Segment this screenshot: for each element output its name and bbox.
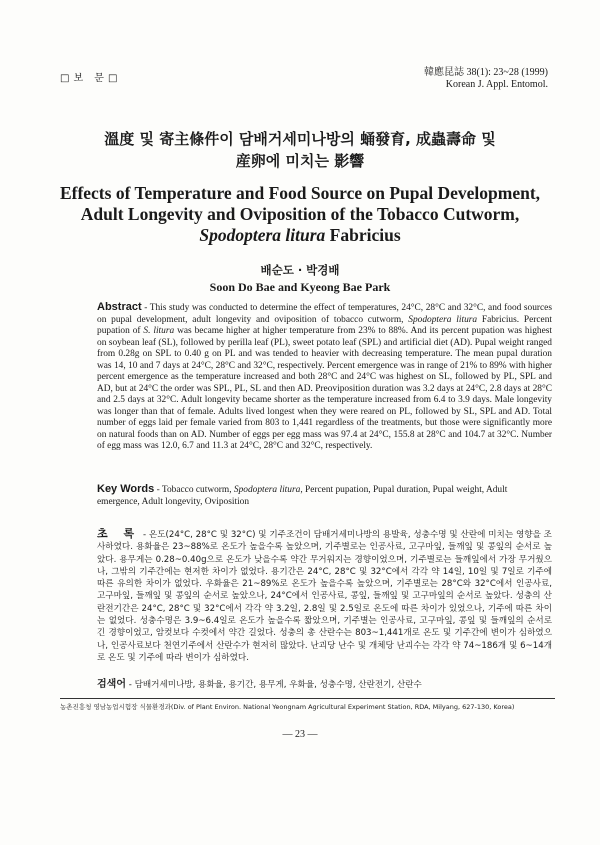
korean-title-line2: 産卵에 미치는 影響 xyxy=(235,152,365,170)
journal-citation-line1: 韓應昆誌 38(1): 23~28 (1999) xyxy=(423,67,548,78)
keywords-text-b: , Percent pupation, Pupal duration, Pupal weight, Adult emergence, Adult longevity, Oviposition xyxy=(97,485,508,507)
footnote-divider xyxy=(60,698,555,699)
abstract-species-short: S. litura xyxy=(143,326,175,336)
korean-title-line1: 溫度 및 寄主條件이 담배거세미나방의 蛹發育, 成蟲壽命 및 xyxy=(104,130,496,148)
authors-english: Soon Do Bae and Kyeong Bae Park xyxy=(209,280,391,294)
keywords xyxy=(97,484,552,508)
english-title-line1: Effects of Temperature and Food Source on Pupal Development, xyxy=(59,183,541,203)
korean-title xyxy=(0,128,600,172)
korean-abstract-text: 온도(24°C, 28°C 및 32°C) 및 기주조건이 담배거세미나방의 용발육, 성충수명 및 산란에 미치는 영향을 조사하였다. 용화율은 23~88%로 온도가 높을수록 높았으며, 기주별로는 인공사료, 고구마잎, 들깨잎 및 콩잎의 순서로 높았다. 용무게는 0.28~0.40g으로 온도가 낮을수록 약간 무거워지는 경향이었으며, 기주별로는 들깨잎에서 가장 무거웠으나, 그밖의 기주간에는 현저한 차이가 없었다. 용기간은 24°C, 28°C 및 32°C에서 각각 약 14일, 10일 및 7일로 기주에 따른 유의한 차이가 없었다. 우화율은 21~89%로 온도가 높을수록 높았으며, 기주별로는 28°C와 32°C에서 인공사료, 고구마잎, 들깨잎 및 콩잎의 순서로 높았으나, 24°C에서 인공사료, 콩잎, 들깨잎 및 고구마잎의 순서로 높았다. 성충의 산란전기간은 24°C, 28°C 및 32°C에서 각각 약 3.2일, 2.8일 및 2.5일로 온도에 따른 차이가 있었으나, 기주에 따른 차이는 없었다. 성충수명은 3.9~6.4일로 온도가 높을수록 짧았으며, 기주별는 인공사료, 고구마잎, 콩잎 및 들깨잎의 순서로 긴 경향이었고, 암컷보다 수컷에서 약간 길었다. 성충의 총 산란수는 803~1,441개로 온도 및 기주간에 변이가 심하였으나, 인공사료보다 천연기주에서 산란수가 현저히 많았다. 난괴당 난수 및 개체당 난괴수는 각각 약 74~186개 및 6~14개로 온도 및 기주에 따라 변이가 심하였다. xyxy=(97,530,552,663)
abstract xyxy=(97,302,552,453)
korean-keywords-label: 검색어 xyxy=(97,679,126,690)
korean-keywords xyxy=(97,679,552,691)
abstract-text-a: This study was conducted to determine the effect of temperatures, 24°C, 28°C and 32°C, and food sources on pupal development, adult longevity and oviposition of tobacco cutworm, xyxy=(97,303,552,325)
english-title-species: Spodoptera litura xyxy=(199,225,326,245)
abstract-label: Abstract xyxy=(97,301,142,313)
keywords-text-a: Tobacco cutworm, xyxy=(161,485,234,495)
abstract-text-b: Fabricius. Percent pupation of xyxy=(97,314,552,336)
korean-abstract-label: 초 록 xyxy=(97,527,141,540)
korean-keywords-text: 담배거세미나방, 용화율, 용기간, 용무게, 우화율, 성충수명, 산란전기, 산란수 xyxy=(134,680,422,690)
keywords-label: Key Words xyxy=(97,483,155,495)
abstract-text-c: was became higher at higher temperature from 23% to 88%. And its percent pupation was highest on soybean leaf (SL), followed by perilla leaf (PL), sweet potato leaf (SPL) and artificial diet (AD). Pupal weight ranged from 0.28g on SPL to 0.40 g on PL and was tended to heavier with decreasing temperature. The mean pupal duration was 14, 10 and 7 days at 24°C, 28°C and 32°C, respectively. Percent emergence was in range of 21% to 89% with higher percent emergence as the temperature increased and both 28°C and 24°C was highest on SL, followed by PL, SPL and AD, but at 24°C the order was SPL, PL, SL and then AD. Preoviposition duration was 3.2 days at 24°C, 2.8 days at 28°C and 2.5 days at 32°C. Adult longevity became shorter as the temperature increased from 6.4 to 3.9 days. Male longevity was longer than that of female. Adults lived longest when they were reared on PL, followed by SL, SPL and AD. Total number of eggs laid per female varied from 803 to 1,441 regardless of the treatments, but those were significantly more on natural foods than on AD. Number of eggs per egg mass was 97.4 at 24°C, 155.8 at 28°C and 104.7 at 32°C. Number of egg mass was 12.0, 6.7 and 11.3 at 24°C, 28°C and 32°C, respectively. xyxy=(97,326,552,451)
keywords-sep: - xyxy=(154,485,162,495)
korean-abstract-sep: - xyxy=(140,530,149,540)
english-title xyxy=(0,183,600,246)
journal-citation xyxy=(424,67,548,91)
english-title-line2: Adult Longevity and Oviposition of the Tobacco Cutworm, xyxy=(80,204,520,224)
journal-citation-line2: Korean J. Appl. Entomol. xyxy=(445,79,548,90)
abstract-species: Spodoptera litura xyxy=(408,314,478,325)
english-title-line3 xyxy=(0,225,600,246)
keywords-species: Spodoptera litura xyxy=(233,485,301,495)
article-type-label: □보 문□ xyxy=(60,73,122,84)
english-title-author: Fabricius xyxy=(325,225,401,245)
korean-keywords-sep: - xyxy=(125,680,135,690)
authors-korean: 배순도 · 박경배 xyxy=(260,263,340,277)
korean-abstract xyxy=(97,528,552,664)
abstract-sep: - xyxy=(141,303,150,313)
page-number: — 23 — xyxy=(282,729,318,740)
affiliation-footnote: 농촌진흥청 영남농업시험장 식물환경과(Div. of Plant Environ. National Yeongnam Agricultural Experiment Station, RDA, Milyang, 627-130, Korea) xyxy=(60,703,515,711)
